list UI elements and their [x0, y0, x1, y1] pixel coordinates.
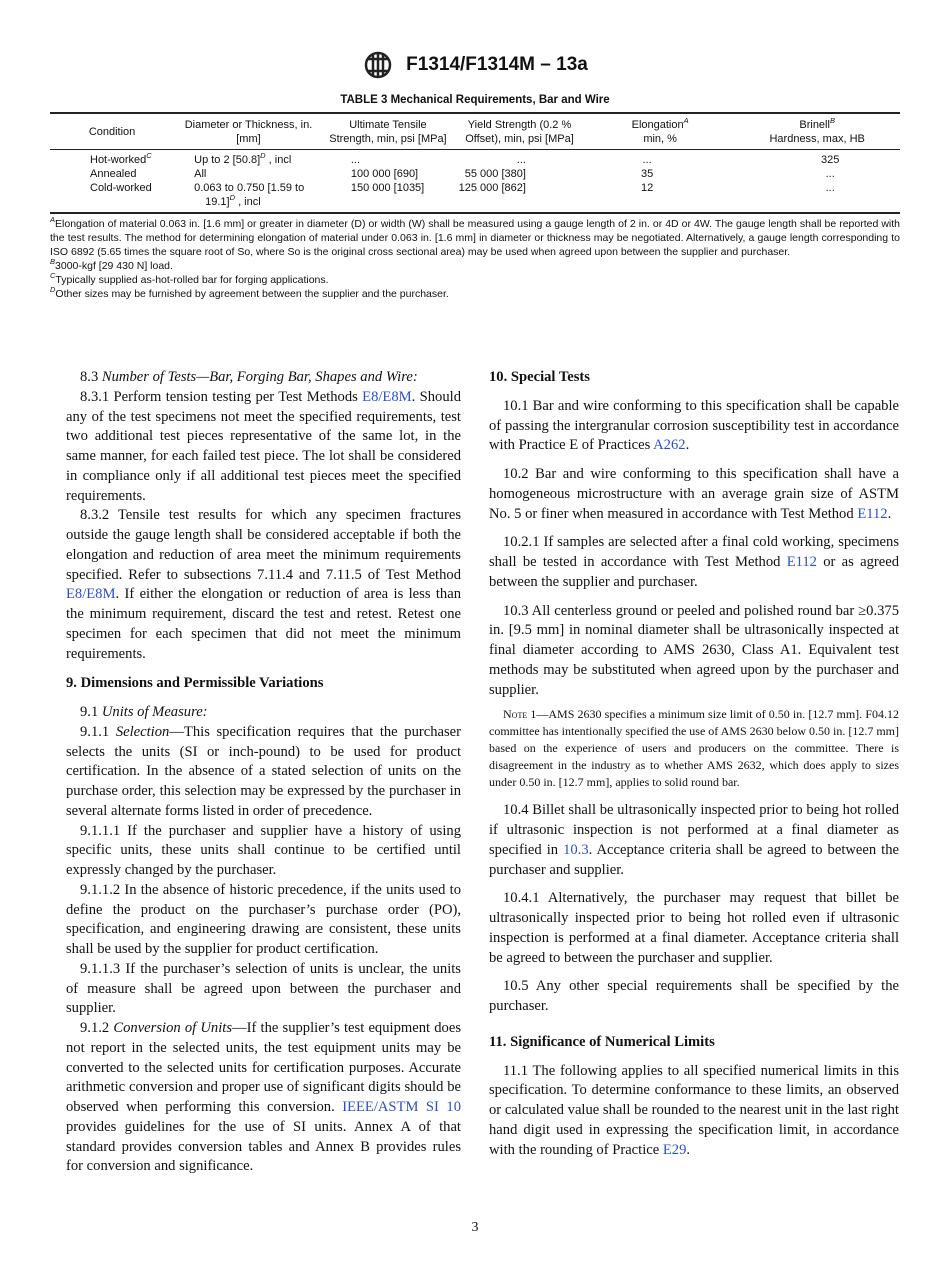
- paragraph: [489, 602, 899, 701]
- elongation-cell: ...: [642, 154, 652, 166]
- column-header: [586, 113, 734, 150]
- yield-cell: ...: [516, 154, 526, 166]
- column-header-text: Hardness, max, HB: [769, 133, 865, 145]
- paragraph: [66, 1019, 461, 1177]
- footnote-marker: A: [683, 116, 689, 125]
- reference-link[interactable]: E112: [857, 505, 888, 522]
- brinell-cell: ...: [825, 182, 835, 194]
- reference-link[interactable]: E8/E8M: [66, 586, 116, 603]
- reference-link[interactable]: 10.3: [563, 841, 589, 858]
- text: .: [887, 505, 892, 522]
- text: 8.3: [80, 369, 102, 385]
- table-footnote: [50, 273, 900, 287]
- text: 10. Special Tests: [489, 369, 590, 385]
- uts-cell: 100 000 [690]: [350, 168, 419, 180]
- condition-cell: [50, 181, 174, 213]
- uts-cell: 150 000 [1035]: [350, 182, 425, 194]
- diameter-cell: [174, 181, 323, 213]
- footnote-text: 3000-kgf [29 430 N] load.: [55, 260, 173, 272]
- paragraph: [66, 822, 461, 881]
- footnote-marker: D: [229, 193, 236, 202]
- diameter-suffix: , incl: [265, 154, 292, 166]
- paragraph: [489, 889, 899, 968]
- column-header-text: Brinell: [799, 119, 830, 131]
- paragraph: [66, 881, 461, 960]
- table-row: [50, 167, 900, 181]
- footnote-text: Other sizes may be furnished by agreement between the supplier and the purchaser.: [55, 288, 449, 300]
- section-heading: [489, 1033, 899, 1053]
- italic-title: Units of Measure:: [101, 704, 208, 720]
- section-heading: [66, 674, 461, 694]
- paragraph: [66, 960, 461, 1019]
- text: . If either the elongation or reduction of area is less than the minimum requirement, discard the test and retest. Retest one specimen for each specimen that did not meet the minimum requirements.: [66, 586, 461, 662]
- text: 9.1.1: [80, 723, 116, 740]
- paragraph: [66, 506, 461, 664]
- column-header-text: min, %: [643, 133, 677, 145]
- text: 9. Dimensions and Permissible Variations: [66, 675, 324, 692]
- page-number: 3: [471, 1220, 479, 1235]
- text: 9.1.1.3 If the purchaser’s selection of units is unclear, the units of measure shall be agreed upon between the purchaser and supplier.: [66, 960, 461, 1017]
- paragraph: [489, 397, 899, 456]
- diameter-suffix: , incl: [235, 196, 261, 208]
- reference-link[interactable]: A262: [653, 437, 686, 454]
- text: —This specification requires that the purchaser selects the units (SI or inch-pound) to be used for product certification. In the absence of a stated selection of units on the purchase order, this selection may be expressed by the purchaser in several alternate forms listed in order of precedence.: [66, 723, 461, 819]
- footnote-marker: C: [50, 271, 56, 280]
- text: provides guidelines for the use of SI units. Annex A of that standard provides conversion tables and Annex B provides rules for conversion and significance.: [66, 1118, 461, 1175]
- diameter: Up to 2 [50.8]: [194, 154, 261, 166]
- table-row: [50, 150, 900, 168]
- paragraph: [489, 801, 899, 880]
- text: . Should any of the test specimens not meet the specified requirements, test two additional test pieces representative of the same lot, in the same manner, for each failed test piece. The lot shall be considered in compliance only if all additional test pieces meet the specified requirements.: [66, 388, 461, 504]
- text: 1—AMS 2630 specifies a minimum size limit of 0.50 in. [12.7 mm]. F04.12 committee has intentionally specified the use of AMS 2630 below 0.50 in. [12.7 mm] based on the experience of users and producers on the committee. There is disagreement in the industry as to whether AMS 2632, which does apply to sizes under 0.50 in. [12.7 mm], applies to solid round bar.: [489, 707, 899, 790]
- text: 10.1 Bar and wire conforming to this specification shall be capable of passing the intergranular corrosion susceptibility test in accordance with Practice E of Practices: [489, 397, 899, 454]
- footnote-marker: A: [50, 215, 56, 224]
- text: 11.1 The following applies to all specified numerical limits in this specification. To determine conformance to these limits, an observed or calculated value shall be rounded to the nearest unit in the last right hand digit used in expressing the specification limit, in accordance with the rounding of Practice: [489, 1062, 899, 1158]
- paragraph: [66, 388, 461, 507]
- column-header-text: Yield Strength (0.2 % Offset), min, psi [MPa]: [465, 119, 574, 145]
- italic-title: Number of Tests—Bar, Forging Bar, Shapes and Wire:: [101, 369, 418, 385]
- uts-cell: ...: [350, 154, 360, 166]
- text: 10.2 Bar and wire conforming to this specification shall have a homogeneous microstructure with an average grain size of ASTM No. 5 or finer when measured in accordance with Test Method: [489, 466, 899, 522]
- note-label: Note: [503, 707, 528, 722]
- text: 9.1.2: [80, 1020, 114, 1036]
- text: .: [685, 437, 690, 454]
- paragraph: [489, 977, 899, 1017]
- reference-link[interactable]: E8/E8M: [362, 388, 412, 405]
- column-header: [453, 113, 586, 150]
- brinell-cell: ...: [825, 168, 835, 180]
- column-header-text: Ultimate Tensile Strength, min, psi [MPa]: [329, 119, 447, 145]
- column-header: [174, 113, 323, 150]
- italic-title: Conversion of Units: [113, 1020, 233, 1036]
- text: 10.4 Billet shall be ultrasonically inspected prior to being hot rolled if ultrasonic inspection is not performed at a final diameter as specified in: [489, 802, 899, 858]
- reference-link[interactable]: IEEE/ASTM SI 10: [342, 1099, 461, 1115]
- text: 8.3.2 Tensile test results for which any specimen fractures outside the gauge length shall be considered acceptable if both the elongation and reduction of area meet the minimum requirements specified. Refer to subsections 7.11.4 and 7.11.5 of Test Method: [66, 507, 461, 583]
- text: . Acceptance criteria shall be agreed to between the purchaser and supplier.: [489, 841, 900, 878]
- text: 10.3 All centerless ground or peeled and polished round bar ≥0.375 in. [9.5 mm] in nominal diameter shall be ultrasonically inspected at final diameter according to AMS 2630, Class A1. Equivalent test methods may be substituted when agreed upon by the purchaser and supplier.: [489, 602, 899, 698]
- column-header: [323, 113, 453, 150]
- text: 10.5 Any other special requirements shall be specified by the purchaser.: [489, 978, 899, 1014]
- brinell-cell: 325: [820, 154, 840, 166]
- table-footnote: [50, 217, 900, 259]
- column-header-text: Condition: [88, 126, 136, 138]
- footnote-marker: B: [50, 257, 56, 266]
- table-title: TABLE 3 Mechanical Requirements, Bar and Wire: [340, 94, 610, 106]
- right-column: [489, 368, 899, 1169]
- paragraph: [489, 533, 899, 592]
- diameter-cell: [174, 167, 323, 181]
- document-designation: F1314/F1314M – 13a: [406, 54, 588, 75]
- diameter: All: [194, 168, 207, 180]
- footnote-text: Elongation of material 0.063 in. [1.6 mm] or greater in diameter (D) or width (W) shall be measured using a gauge length of 2 in. or 4D or 4W. The gauge length shall be reported with the test results. The method for determining elongation of material under 0.063 in. [1.6 mm] in diameter or thickness may be negotiated. Alternatively, a gauge length corresponding to ISO 6892 (5.65 times the square root of So, where So is the original cross sectional area) may be used when agreed upon between the supplier and purchaser.: [50, 218, 900, 258]
- table-header-row: [50, 113, 900, 150]
- footnote-marker: C: [146, 151, 152, 160]
- footnote-text: Typically supplied as-hot-rolled bar for forging applications.: [55, 274, 329, 286]
- table-row: [50, 181, 900, 213]
- paragraph: [489, 1062, 899, 1161]
- condition: Hot-worked: [90, 154, 147, 166]
- italic-title: Selection: [115, 723, 170, 740]
- text: 9.1.1.2 In the absence of historic precedence, if the units used to define the product on the purchaser’s purchase order (PO), specification, and engineering drawing are consistent, these units shall be used by the supplier for product certification.: [66, 881, 461, 957]
- text: —If the supplier’s test equipment does not report in the selected units, the test equipment units may be converted to the selected units for certification purposes. Accurate arithmetic conversion and proper use of significant digits should be observed when performing this conversion.: [66, 1020, 461, 1115]
- yield-cell: 55 000 [380]: [464, 168, 526, 180]
- reference-link[interactable]: E112: [786, 554, 817, 570]
- text: 11. Significance of Numerical Limits: [489, 1033, 715, 1050]
- diameter: 0.063 to 0.750 [1.59 to 19.1]: [194, 182, 305, 208]
- paragraph: [66, 723, 461, 822]
- text: .: [686, 1141, 691, 1158]
- condition: Cold-worked: [90, 182, 152, 194]
- footnote-marker: D: [260, 151, 266, 160]
- elongation-cell: 35: [641, 168, 654, 180]
- paragraph: [66, 368, 461, 388]
- yield-cell: 125 000 [862]: [458, 182, 526, 194]
- left-column: [66, 368, 461, 1177]
- mechanical-requirements-table: [50, 112, 900, 301]
- note: [489, 706, 899, 791]
- page-header: [0, 50, 950, 80]
- text: 8.3.1 Perform tension testing per Test Methods: [80, 388, 363, 405]
- condition-cell: [50, 167, 174, 181]
- text: 9.1: [80, 704, 102, 720]
- text: 9.1.1.1 If the purchaser and supplier have a history of using specific units, these units shall continue to be certified until expressly changed by the purchaser.: [66, 822, 461, 878]
- condition: Annealed: [90, 168, 137, 180]
- reference-link[interactable]: E29: [662, 1141, 687, 1158]
- condition-cell: [50, 150, 174, 168]
- text: 10.2.1 If samples are selected after a final cold working, specimens shall be tested in accordance with Test Method: [489, 534, 899, 570]
- footnote-marker: B: [829, 116, 835, 125]
- section-heading: [489, 368, 899, 388]
- text: 10.4.1 Alternatively, the purchaser may request that billet be ultrasonically inspected prior to being hot rolled even if ultrasonic inspection is performed at a final diameter. Acceptance criteria shall be agreed to between the purchaser and supplier.: [489, 890, 899, 966]
- footnote-marker: D: [50, 285, 56, 294]
- diameter-cell: [174, 150, 323, 168]
- column-header-text: Diameter or Thickness, in. [mm]: [184, 119, 313, 145]
- astm-logo-icon: [362, 50, 394, 80]
- paragraph: [489, 465, 899, 524]
- column-header: [50, 113, 174, 150]
- table-footnote: [50, 259, 900, 273]
- column-header: [734, 113, 900, 150]
- paragraph: [66, 703, 461, 723]
- text: or as agreed between the supplier and purchaser.: [489, 554, 899, 590]
- column-header-text: Elongation: [631, 119, 684, 131]
- table-footnote: [50, 287, 900, 301]
- elongation-cell: 12: [641, 182, 654, 194]
